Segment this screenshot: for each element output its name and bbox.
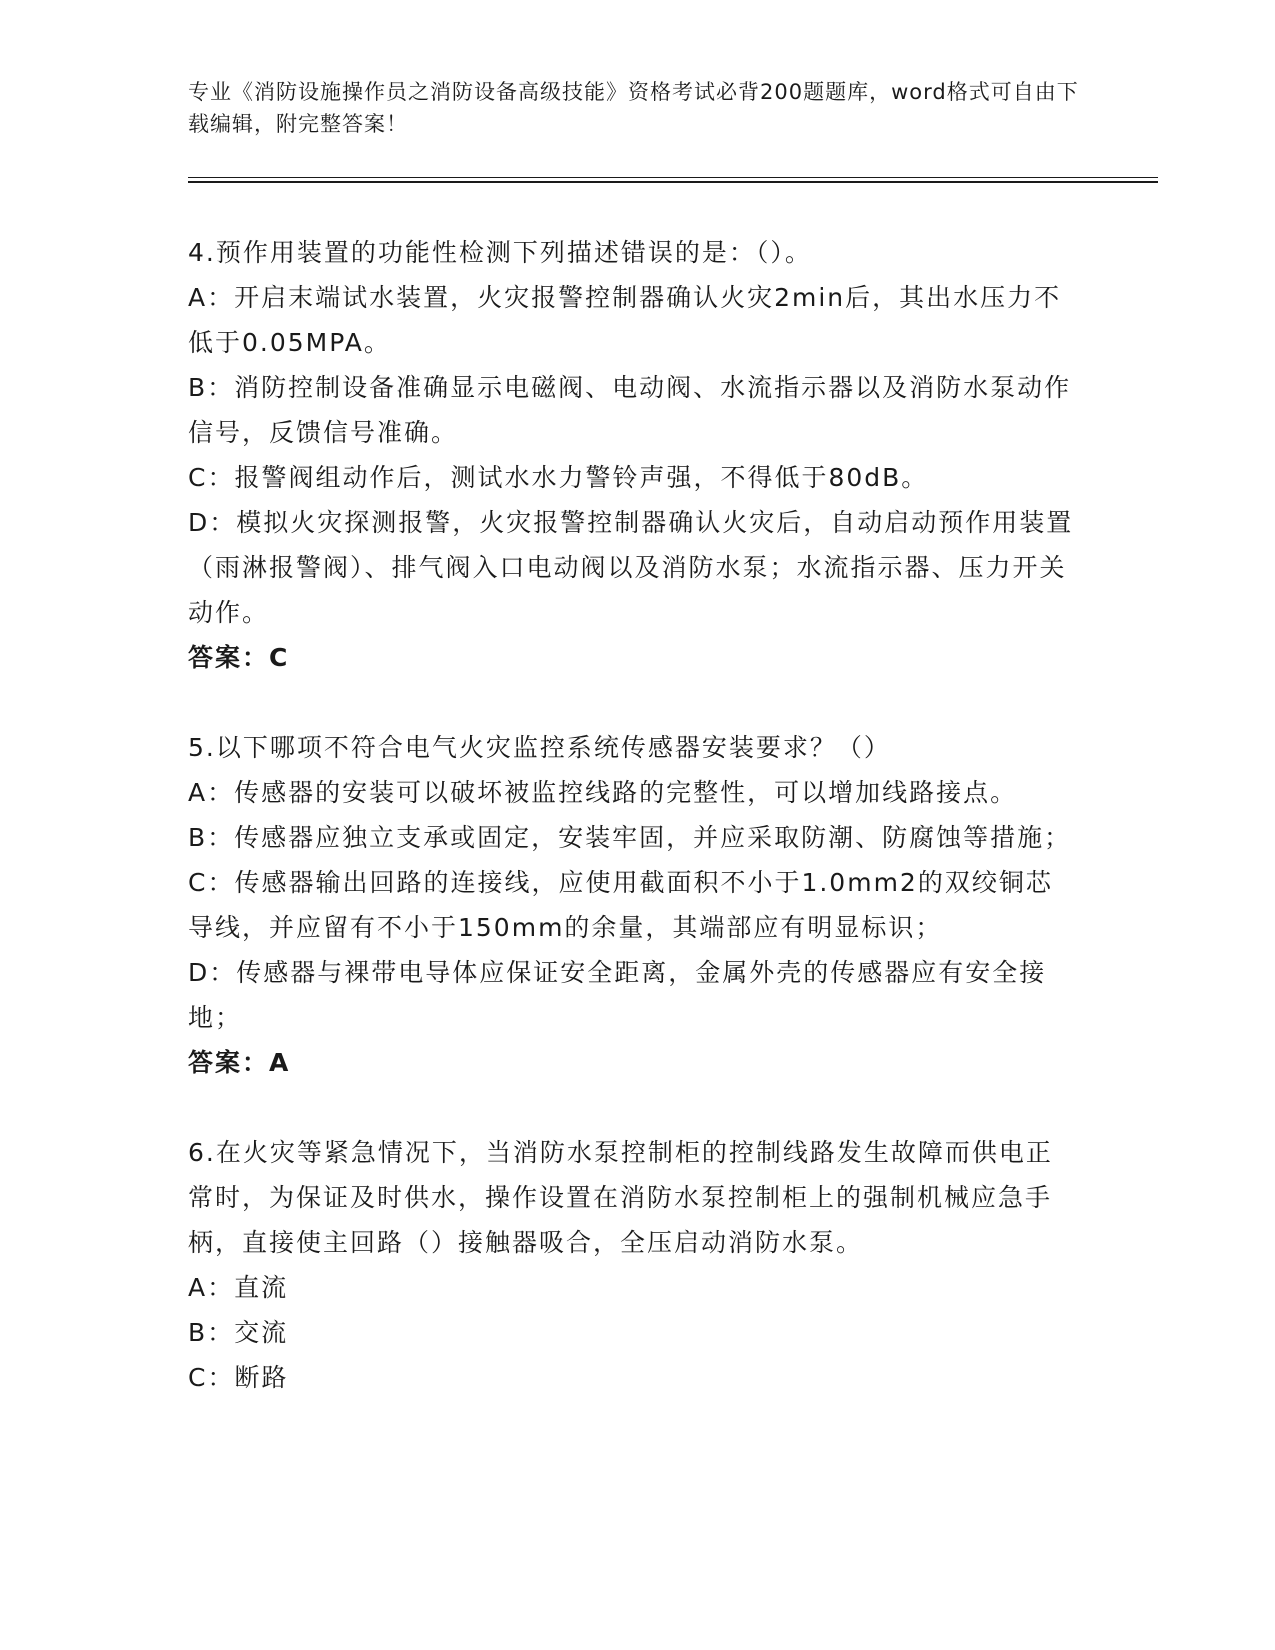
question-list — [188, 230, 1078, 1400]
option-b: B：交流 — [188, 1318, 289, 1347]
option-b: B：传感器应独立支承或固定，安装牢固，并应采取防潮、防腐蚀等措施； — [188, 823, 1072, 852]
question-stem: 4.预作用装置的功能性检测下列描述错误的是：（）。 — [188, 238, 812, 267]
option-d: D：传感器与裸带电导体应保证安全距离，金属外壳的传感器应有安全接地； — [188, 958, 1047, 1032]
answer: 答案：C — [188, 643, 290, 672]
question-stem: 6.在火灾等紧急情况下，当消防水泵控制柜的控制线路发生故障而供电正常时，为保证及时供水，操作设置在消防水泵控制柜上的强制机械应急手柄，直接使主回路（）接触器吸合，全压启动消防水泵。 — [188, 1138, 1053, 1257]
answer: 答案：A — [188, 1048, 291, 1077]
document-header: 专业《消防设施操作员之消防设备高级技能》资格考试必背200题题库，word格式可自由下载编辑，附完整答案！ — [188, 80, 1079, 136]
option-a: A：直流 — [188, 1273, 289, 1302]
question-5 — [188, 725, 1078, 1085]
option-c: C：报警阀组动作后，测试水水力警铃声强，不得低于80dB。 — [188, 463, 929, 492]
option-a: A：开启末端试水装置，火灾报警控制器确认火灾2min后，其出水压力不低于0.05MPA。 — [188, 283, 1062, 357]
question-4 — [188, 230, 1078, 680]
option-b: B：消防控制设备准确显示电磁阀、电动阀、水流指示器以及消防水泵动作信号，反馈信号准确。 — [188, 373, 1072, 447]
question-6 — [188, 1130, 1078, 1400]
header-divider-thick — [188, 181, 1158, 183]
option-c: C：传感器输出回路的连接线，应使用截面积不小于1.0mm2的双绞铜芯导线，并应留有不小于150mm的余量，其端部应有明显标识； — [188, 868, 1053, 942]
question-stem: 5.以下哪项不符合电气火灾监控系统传感器安装要求？（） — [188, 733, 891, 762]
header-divider — [188, 177, 1158, 178]
option-a: A：传感器的安装可以破坏被监控线路的完整性，可以增加线路接点。 — [188, 778, 1018, 807]
option-d: D：模拟火灾探测报警，火灾报警控制器确认火灾后，自动启动预作用装置（雨淋报警阀）、排气阀入口电动阀以及消防水泵；水流指示器、压力开关动作。 — [188, 508, 1074, 627]
option-c: C：断路 — [188, 1363, 289, 1392]
